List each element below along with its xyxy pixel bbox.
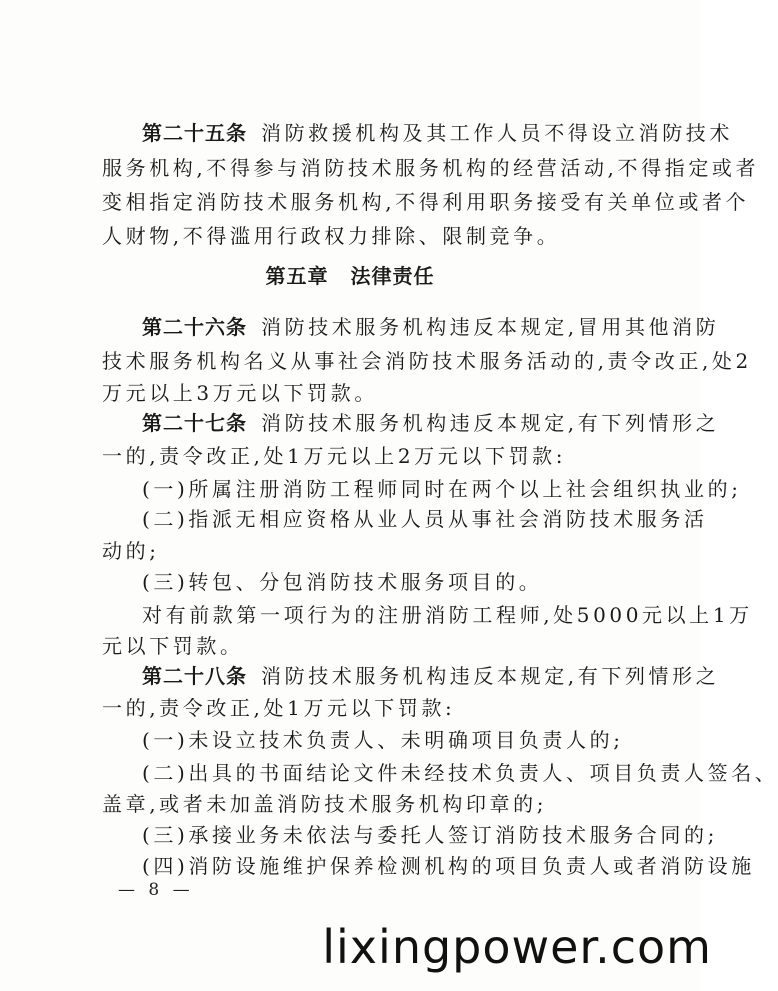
article-28-item-4: (四)消防设施维护保养检测机构的项目负责人或者消防设施 [142,854,755,878]
article-28-item-2b: 盖章,或者未加盖消防技术服务机构印章的; [102,792,548,816]
article-27-note-1: 对有前款第一项行为的注册消防工程师,处5000元以上1万 [142,603,753,627]
article-26-text-1: 消防技术服务机构违反本规定,冒用其他消防 [261,315,720,339]
article-28-text-1: 消防技术服务机构违反本规定,有下列情形之 [261,664,720,688]
chapter-title: 法律责任 [350,264,435,288]
article-27-item-1: (一)所属注册消防工程师同时在两个以上社会组织执业的; [142,477,742,501]
article-28-line-2: 一的,责令改正,处1万元以下罚款: [102,696,456,720]
article-27-line-2: 一的,责令改正,处1万元以上2万元以下罚款: [102,444,567,468]
article-25-line-1 [142,120,733,146]
watermark-text: lixingpower.com [322,920,712,974]
page-number: — 8 — [118,880,194,900]
article-26-line-2: 技术服务机构名义从事社会消防技术服务活动的,责令改正,处2 [102,349,752,373]
article-28-title: 第二十八条 [142,664,247,688]
article-25-line-4: 人财物,不得滥用行政权力排除、限制竞争。 [102,224,561,248]
article-28-item-2a: (二)出具的书面结论文件未经技术负责人、项目负责人签名、 [142,761,778,785]
chapter-number: 第五章 [265,264,329,288]
article-28-item-1: (一)未设立技术负责人、未明确项目负责人的; [142,728,624,752]
article-26-line-3: 万元以上3万元以下罚款。 [102,381,378,405]
article-28-item-3: (三)承接业务未依法与委托人签订消防技术服务合同的; [142,823,718,847]
article-25-title: 第二十五条 [142,121,247,145]
article-27-item-3: (三)转包、分包消防技术服务项目的。 [142,570,543,594]
article-25-line-3: 变相指定消防技术服务机构,不得利用职务接受有关单位或者个 [102,190,750,214]
article-25-text-1: 消防救援机构及其工作人员不得设立消防技术 [261,121,733,145]
article-27-title: 第二十七条 [142,411,247,435]
article-27-item-2b: 动的; [102,539,160,563]
article-25-line-2: 服务机构,不得参与消防技术服务机构的经营活动,不得指定或者 [102,156,760,180]
article-26-title: 第二十六条 [142,315,247,339]
article-26-line-1 [142,314,719,340]
article-27-text-1: 消防技术服务机构违反本规定,有下列情形之 [261,411,720,435]
article-28-line-1 [142,663,719,689]
article-27-item-2a: (二)指派无相应资格从业人员从事社会消防技术服务活 [142,507,708,531]
chapter-heading [0,260,700,289]
article-27-note-2: 元以下罚款。 [102,634,244,658]
article-27-line-1 [142,410,719,436]
